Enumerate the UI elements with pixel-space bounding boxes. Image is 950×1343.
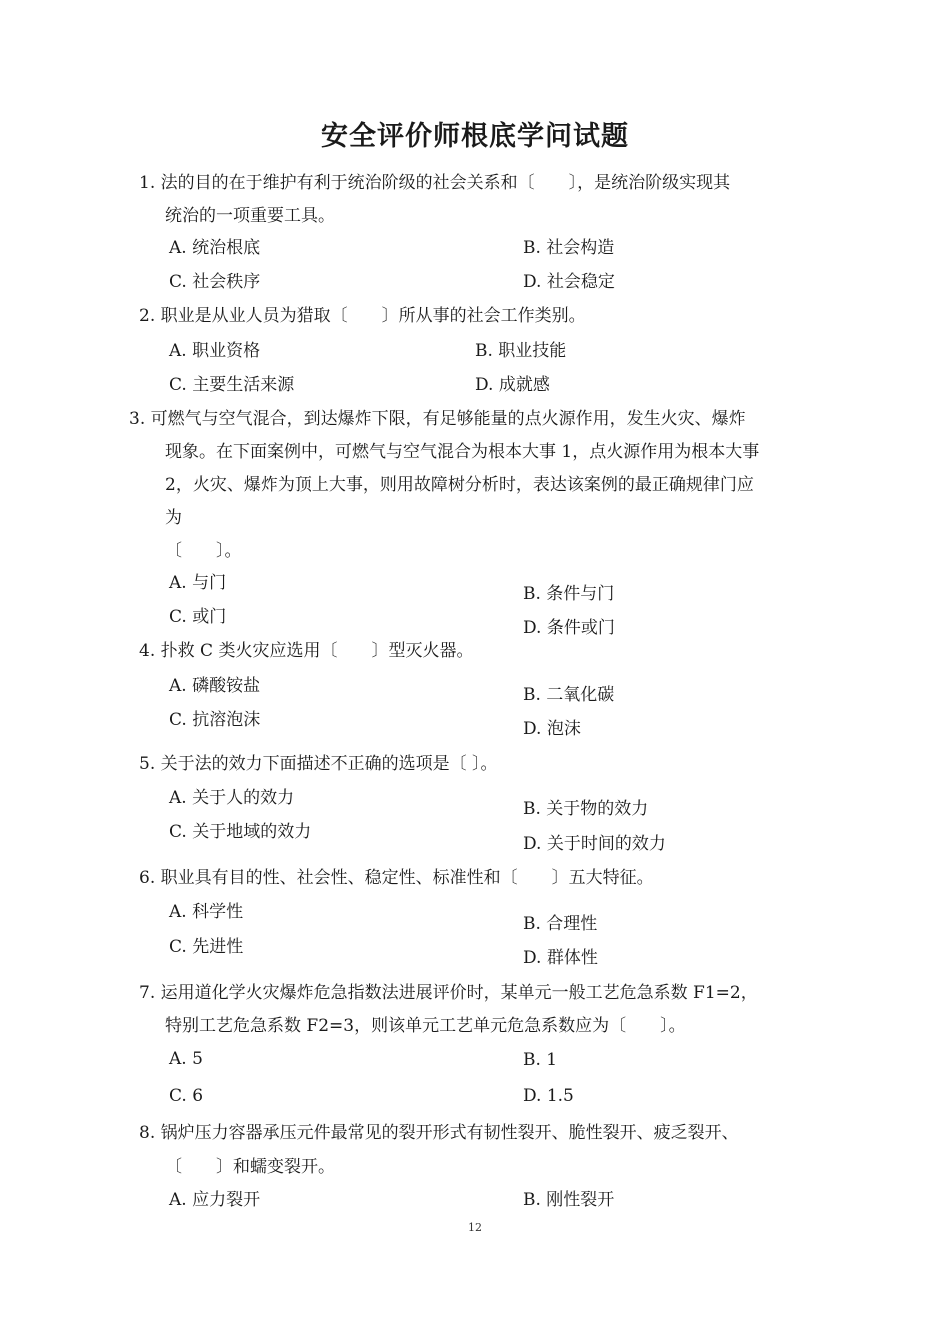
question-5-option-c: C. 关于地域的效力: [169, 822, 312, 842]
question-3-line-1: 3. 可燃气与空气混合，到达爆炸下限，有足够能量的点火源作用，发生火灾、爆炸: [129, 409, 746, 429]
question-3-option-a: A. 与门: [169, 573, 227, 593]
question-4-option-c: C. 抗溶泡沫: [169, 710, 261, 730]
question-8-option-a: A. 应力裂开: [169, 1190, 261, 1210]
question-4-option-b: B. 二氧化碳: [523, 685, 615, 705]
question-8-line-1: 8. 锅炉压力容器承压元件最常见的裂开形式有韧性裂开、脆性裂开、疲乏裂开、: [139, 1123, 739, 1143]
question-6-option-a: A. 科学性: [169, 902, 244, 922]
question-7-option-a: A. 5: [169, 1049, 203, 1069]
question-5-line-1: 5. 关于法的效力下面描述不正确的选项是〔 〕。: [139, 754, 498, 774]
question-4-option-d: D. 泡沫: [523, 719, 581, 739]
question-3-line-2: 现象。在下面案例中，可燃气与空气混合为根本大事 1，点火源作用为根本大事: [165, 442, 760, 462]
question-3-line-3: 2，火灾、爆炸为顶上大事，则用故障树分析时，表达该案例的最正确规律门应: [165, 475, 754, 495]
question-1-option-a: A. 统治根底: [169, 238, 261, 258]
question-5-option-b: B. 关于物的效力: [523, 799, 649, 819]
question-4-option-a: A. 磷酸铵盐: [169, 676, 261, 696]
question-3-line-5: 〔 〕。: [165, 541, 242, 561]
question-2-option-b: B. 职业技能: [475, 341, 567, 361]
page-number: 12: [468, 1221, 482, 1234]
question-4-line-1: 4. 扑救 C 类火灾应选用〔 〕型灭火器。: [139, 641, 474, 661]
question-7-line-1: 7. 运用道化学火灾爆炸危急指数法进展评价时，某单元一般工艺危急系数 F1=2，: [139, 983, 758, 1003]
question-3-option-d: D. 条件或门: [523, 618, 615, 638]
question-2-option-c: C. 主要生活来源: [169, 375, 295, 395]
question-1-line-1: 1. 法的目的在于维护有利于统治阶级的社会关系和〔 〕，是统治阶级实现其: [139, 173, 731, 193]
question-8-line-2: 〔 〕和蠕变裂开。: [165, 1157, 335, 1177]
question-2-option-a: A. 职业资格: [169, 341, 261, 361]
question-6-option-c: C. 先进性: [169, 937, 244, 957]
question-6-line-1: 6. 职业具有目的性、社会性、稳定性、标准性和〔 〕五大特征。: [139, 868, 654, 888]
question-3-line-4: 为: [165, 508, 182, 528]
page-title: 安全评价师根底学问试题: [321, 121, 629, 152]
question-7-line-2: 特别工艺危急系数 F2=3，则该单元工艺单元危急系数应为〔 〕。: [165, 1016, 686, 1036]
question-5-option-a: A. 关于人的效力: [169, 788, 295, 808]
question-7-option-c: C. 6: [169, 1086, 204, 1106]
question-6-option-d: D. 群体性: [523, 948, 598, 968]
question-1-option-d: D. 社会稳定: [523, 272, 615, 292]
question-1-option-c: C. 社会秩序: [169, 272, 261, 292]
question-1-option-b: B. 社会构造: [523, 238, 615, 258]
question-3-option-b: B. 条件与门: [523, 584, 615, 604]
question-6-option-b: B. 合理性: [523, 914, 598, 934]
question-7-option-d: D. 1.5: [523, 1086, 574, 1106]
question-2-option-d: D. 成就感: [475, 375, 550, 395]
question-5-option-d: D. 关于时间的效力: [523, 834, 666, 854]
question-1-line-2: 统治的一项重要工具。: [165, 206, 335, 226]
question-7-option-b: B. 1: [523, 1050, 558, 1070]
question-3-option-c: C. 或门: [169, 607, 227, 627]
question-8-option-b: B. 刚性裂开: [523, 1190, 615, 1210]
question-2-line-1: 2. 职业是从业人员为猎取〔 〕所从事的社会工作类别。: [139, 306, 586, 326]
